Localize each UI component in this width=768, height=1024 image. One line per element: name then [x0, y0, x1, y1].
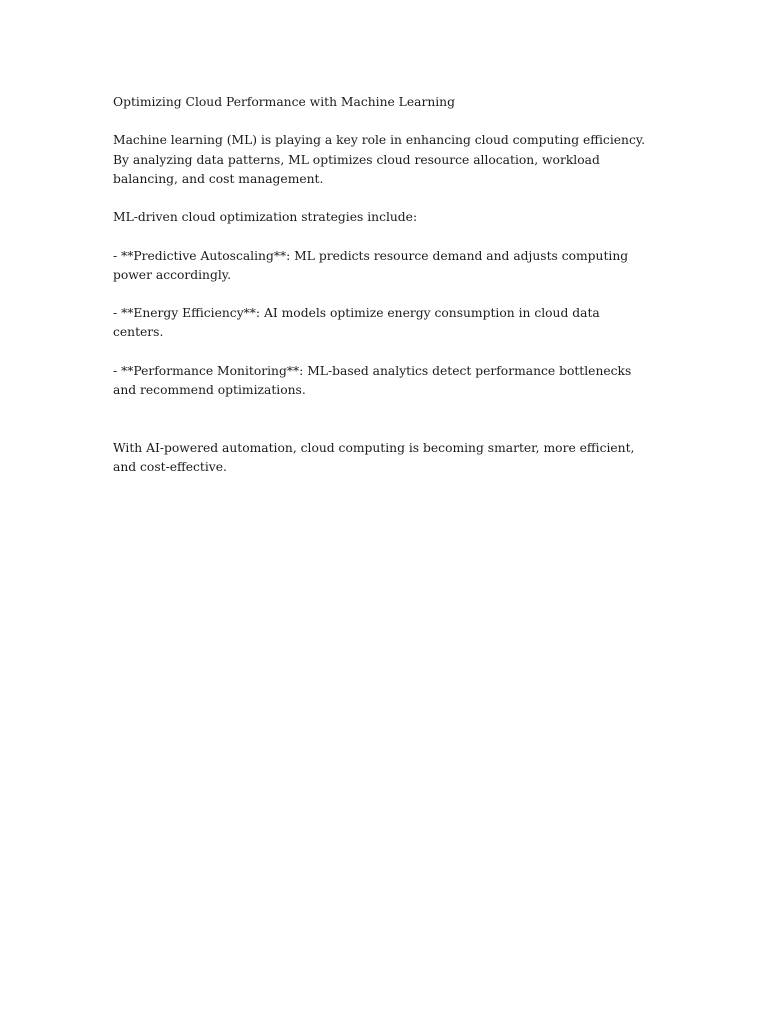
document-page — [113, 93, 653, 496]
bullet-energy-efficiency: - **Energy Efficiency**: AI models optimize energy consumption in cloud data centers. — [113, 306, 600, 340]
conclusion-paragraph: With AI-powered automation, cloud computing is becoming smarter, more efficient, and cost-effective. — [113, 440, 635, 474]
document-title: Optimizing Cloud Performance with Machine Learning — [113, 95, 455, 109]
bullet-performance-monitoring: - **Performance Monitoring**: ML-based analytics detect performance bottlenecks and recommend optimizations. — [113, 363, 632, 397]
intro-paragraph: Machine learning (ML) is playing a key role in enhancing cloud computing efficiency. By analyzing data patterns, ML optimizes cloud resource allocation, workload balancing, and cost management. — [113, 133, 646, 186]
bullet-predictive-autoscaling: - **Predictive Autoscaling**: ML predicts resource demand and adjusts computing power accordingly. — [113, 248, 629, 282]
strategies-heading: ML-driven cloud optimization strategies include: — [113, 210, 418, 225]
